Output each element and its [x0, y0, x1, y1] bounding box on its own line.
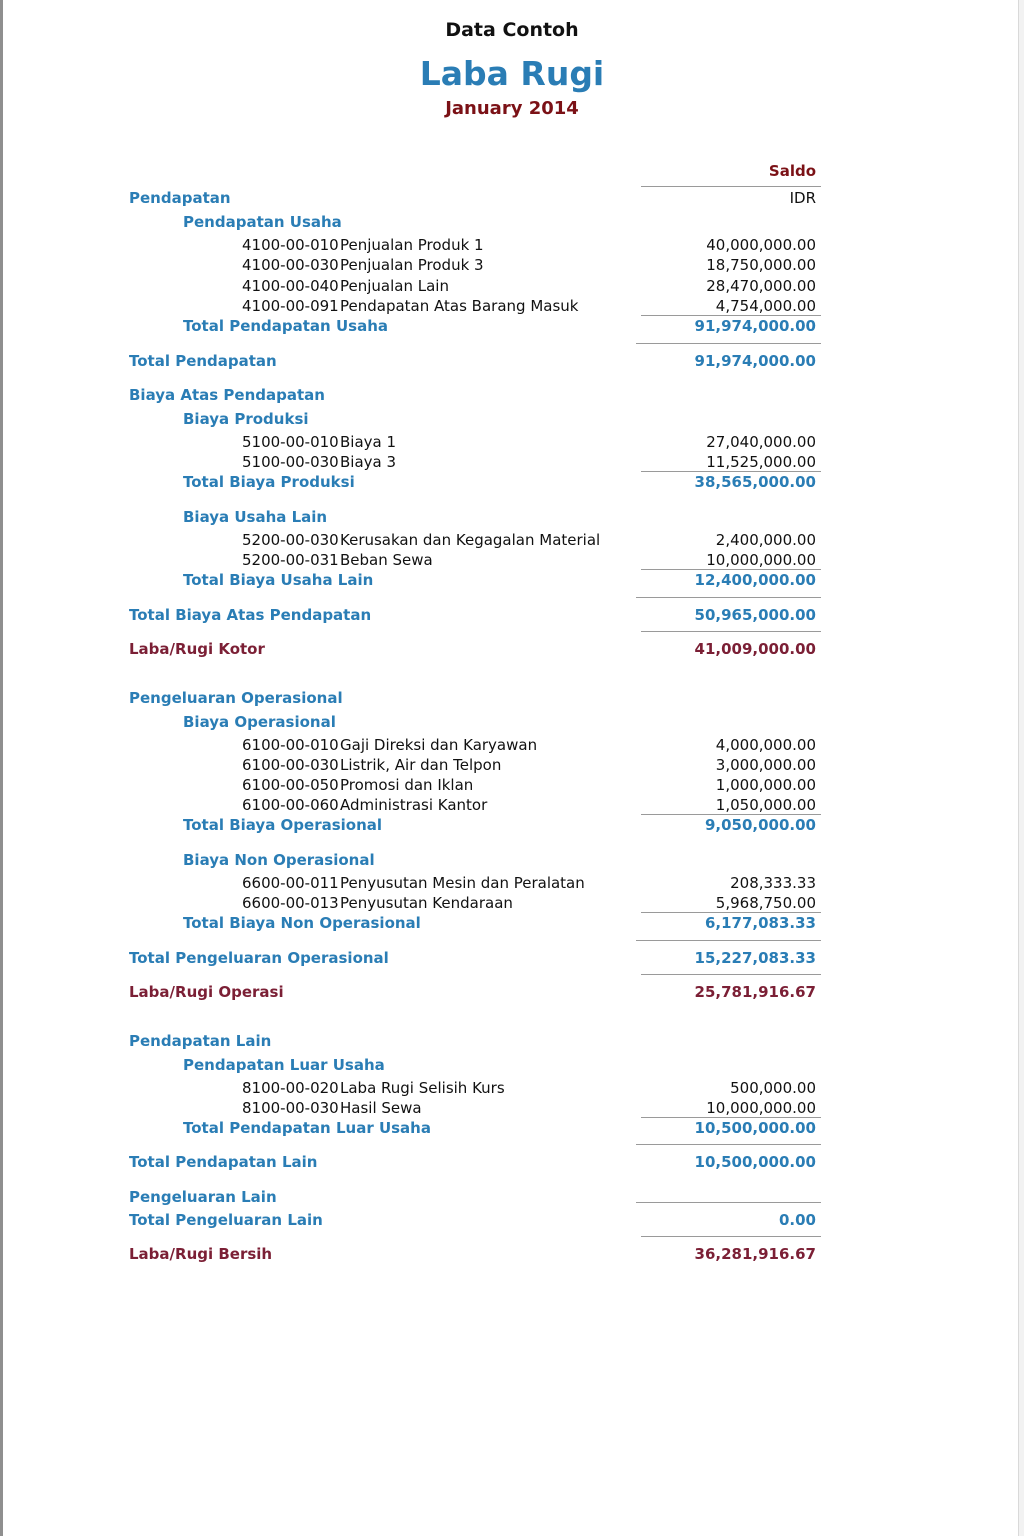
account-amount: 2,400,000.00 [715, 531, 816, 549]
account-name: Biaya 1 [340, 433, 397, 451]
account-code: 6100-00-030 [242, 756, 339, 774]
account-amount: 3,000,000.00 [715, 756, 816, 774]
section-heading: Biaya Atas Pendapatan [129, 386, 325, 404]
account-name: Penyusutan Kendaraan [340, 894, 513, 912]
account-name: Promosi dan Iklan [340, 776, 474, 794]
result-amount: 36,281,916.67 [694, 1245, 816, 1263]
subtotal-rule [641, 569, 821, 570]
group-total-amount: 10,500,000.00 [694, 1119, 816, 1137]
section-total-amount: 91,974,000.00 [694, 352, 816, 370]
account-code: 5100-00-030 [242, 453, 339, 471]
account-code: 6600-00-011 [242, 874, 339, 892]
group-total-amount: 6,177,083.33 [704, 914, 816, 932]
account-amount: 28,470,000.00 [706, 277, 816, 295]
group-heading: Biaya Produksi [183, 410, 309, 428]
result-label: Laba/Rugi Operasi [129, 983, 284, 1001]
account-code: 8100-00-020 [242, 1079, 339, 1097]
group-heading: Pendapatan Usaha [183, 213, 342, 231]
group-heading: Biaya Usaha Lain [183, 508, 328, 526]
group-total-label: Total Pendapatan Luar Usaha [183, 1119, 431, 1137]
group-heading: Pendapatan Luar Usaha [183, 1056, 385, 1074]
account-name: Kerusakan dan Kegagalan Material [340, 531, 601, 549]
section-total-label: Total Pendapatan [129, 352, 277, 370]
result-amount: 25,781,916.67 [694, 983, 816, 1001]
account-name: Penjualan Lain [340, 277, 449, 295]
result-amount: 41,009,000.00 [694, 640, 816, 658]
group-total-amount: 9,050,000.00 [704, 816, 816, 834]
group-total-label: Total Biaya Usaha Lain [183, 571, 374, 589]
total-rule [636, 1202, 821, 1203]
account-amount: 10,000,000.00 [706, 1099, 816, 1117]
total-rule [636, 1144, 821, 1145]
account-amount: 500,000.00 [730, 1079, 816, 1097]
section-heading: Pengeluaran Operasional [129, 689, 343, 707]
account-code: 4100-00-040 [242, 277, 339, 295]
account-amount: 1,050,000.00 [715, 796, 816, 814]
total-rule [636, 343, 821, 344]
group-total-amount: 91,974,000.00 [694, 317, 816, 335]
section-total-amount: 15,227,083.33 [694, 949, 816, 967]
section-total-amount: 50,965,000.00 [694, 606, 816, 624]
account-amount: 18,750,000.00 [706, 256, 816, 274]
account-name: Pendapatan Atas Barang Masuk [340, 297, 579, 315]
company-name: Data Contoh [445, 19, 579, 41]
report-title: Laba Rugi [419, 54, 605, 93]
total-rule [636, 597, 821, 598]
account-name: Administrasi Kantor [340, 796, 488, 814]
section-heading: Pendapatan [129, 189, 231, 207]
result-label: Laba/Rugi Kotor [129, 640, 265, 658]
subtotal-rule [641, 471, 821, 472]
account-code: 5200-00-031 [242, 551, 339, 569]
currency-label: IDR [789, 189, 816, 207]
column-header-saldo: Saldo [768, 162, 816, 180]
account-code: 6100-00-010 [242, 736, 339, 754]
account-name: Listrik, Air dan Telpon [340, 756, 502, 774]
account-code: 6100-00-060 [242, 796, 339, 814]
account-amount: 4,754,000.00 [715, 297, 816, 315]
section-total-label: Total Pengeluaran Lain [129, 1211, 323, 1229]
result-label: Laba/Rugi Bersih [129, 1245, 273, 1263]
account-amount: 4,000,000.00 [715, 736, 816, 754]
result-rule [641, 1236, 821, 1237]
account-name: Laba Rugi Selisih Kurs [340, 1079, 505, 1097]
account-name: Hasil Sewa [340, 1099, 422, 1117]
subtotal-rule [641, 315, 821, 316]
group-total-amount: 38,565,000.00 [694, 473, 816, 491]
account-name: Biaya 3 [340, 453, 397, 471]
account-name: Penyusutan Mesin dan Peralatan [340, 874, 585, 892]
section-heading: Pendapatan Lain [129, 1032, 272, 1050]
account-code: 8100-00-030 [242, 1099, 339, 1117]
account-name: Penjualan Produk 3 [340, 256, 484, 274]
account-name: Penjualan Produk 1 [340, 236, 484, 254]
account-code: 4100-00-010 [242, 236, 339, 254]
account-amount: 11,525,000.00 [706, 453, 816, 471]
group-total-label: Total Biaya Operasional [183, 816, 383, 834]
account-code: 6600-00-013 [242, 894, 339, 912]
account-code: 6100-00-050 [242, 776, 339, 794]
section-total-amount: 0.00 [778, 1211, 816, 1229]
account-amount: 5,968,750.00 [715, 894, 816, 912]
group-total-label: Total Biaya Non Operasional [183, 914, 421, 932]
account-amount: 1,000,000.00 [715, 776, 816, 794]
account-amount: 27,040,000.00 [706, 433, 816, 451]
result-rule [641, 974, 821, 975]
section-total-label: Total Biaya Atas Pendapatan [129, 606, 372, 624]
section-total-label: Total Pendapatan Lain [129, 1153, 318, 1171]
group-heading: Biaya Operasional [183, 713, 336, 731]
subtotal-rule [641, 1117, 821, 1118]
account-amount: 10,000,000.00 [706, 551, 816, 569]
account-code: 4100-00-030 [242, 256, 339, 274]
subtotal-rule [641, 814, 821, 815]
account-name: Beban Sewa [340, 551, 433, 569]
group-total-label: Total Pendapatan Usaha [183, 317, 388, 335]
account-amount: 40,000,000.00 [706, 236, 816, 254]
subtotal-rule [641, 912, 821, 913]
account-code: 4100-00-091 [242, 297, 339, 315]
account-name: Gaji Direksi dan Karyawan [340, 736, 538, 754]
account-code: 5100-00-010 [242, 433, 339, 451]
result-rule [641, 631, 821, 632]
section-total-label: Total Pengeluaran Operasional [129, 949, 389, 967]
group-total-amount: 12,400,000.00 [694, 571, 816, 589]
group-heading: Biaya Non Operasional [183, 851, 375, 869]
section-heading: Pengeluaran Lain [129, 1188, 277, 1206]
account-code: 5200-00-030 [242, 531, 339, 549]
report-period: January 2014 [445, 98, 579, 119]
total-rule [636, 940, 821, 941]
group-total-label: Total Biaya Produksi [183, 473, 355, 491]
section-total-amount: 10,500,000.00 [694, 1153, 816, 1171]
account-amount: 208,333.33 [730, 874, 816, 892]
